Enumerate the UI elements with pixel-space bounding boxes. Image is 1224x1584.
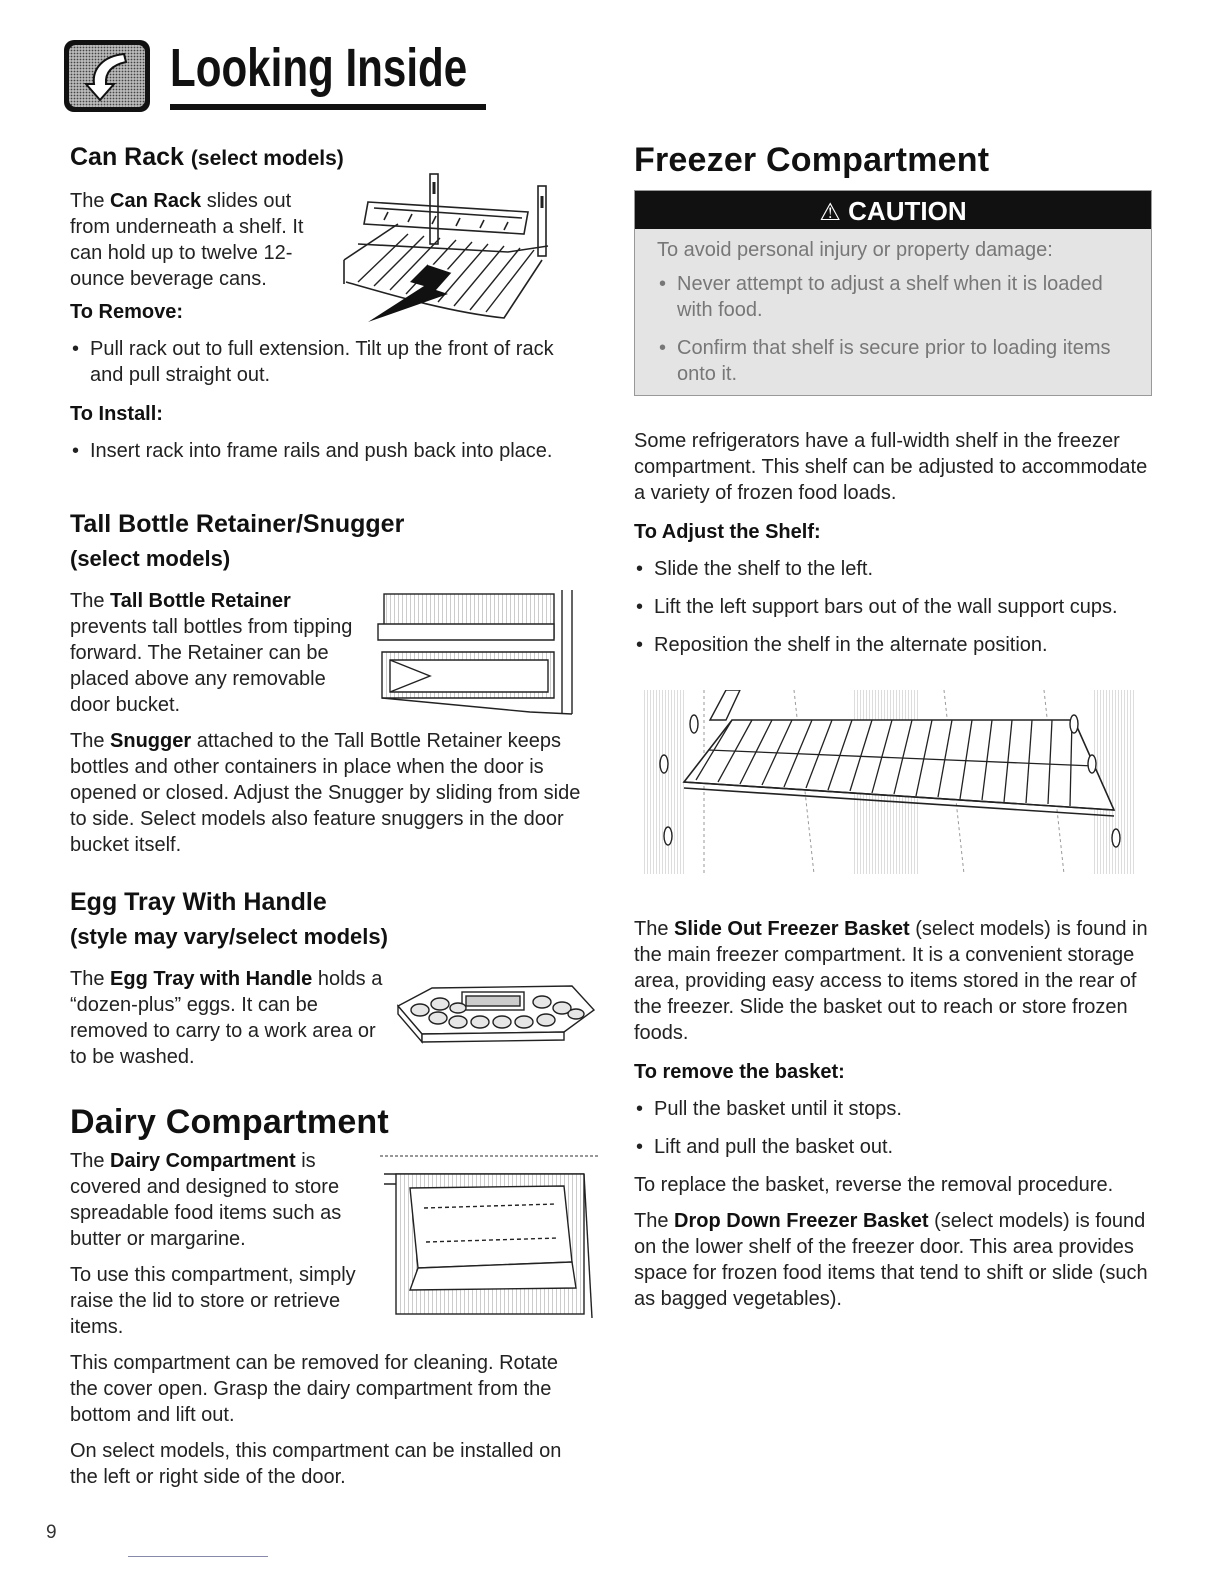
dairy-p3: This compartment can be removed for cleaning. Rotate the cover open. Grasp the dairy compartment from the bottom and lift out.: [70, 1352, 559, 1426]
egg-tray-subtitle: (style may vary/select models): [70, 924, 388, 949]
list-item: • Confirm that shelf is secure prior to loading items onto it.: [657, 335, 1131, 387]
tall-bottle-title: Tall Bottle Retainer/Snugger: [70, 510, 405, 538]
dairy-p1: The Dairy Compartment is covered and designed to store spreadable food items such as butter or margarine.: [70, 1150, 342, 1250]
can-rack-intro: The Can Rack slides out from underneath a shelf. It can hold up to twelve 12-ounce beverage cans.: [70, 190, 304, 290]
caution-body: [635, 229, 1151, 395]
tall-bottle-subtitle: (select models): [70, 546, 231, 571]
dairy-p4: On select models, this compartment can be installed on the left or right side of the door.: [70, 1440, 562, 1488]
freezer-section: [634, 136, 1154, 658]
list-item: • Slide the shelf to the left.: [634, 556, 1154, 582]
egg-tray-title: Egg Tray With Handle: [70, 888, 327, 916]
section-header: [64, 34, 494, 116]
warning-icon: ⚠: [819, 199, 841, 226]
can-rack-remove-steps: [70, 336, 590, 388]
list-item: • Reposition the shelf in the alternate position.: [634, 632, 1154, 658]
can-rack-illustration: [328, 172, 560, 332]
egg-tray-text: The Egg Tray with Handle holds a “dozen-plus” eggs. It can be removed to carry to a work area or to be washed.: [70, 968, 383, 1068]
dairy-p2: To use this compartment, simply raise the lid to store or retrieve items.: [70, 1264, 356, 1338]
freezer-title: Freezer Compartment: [634, 141, 990, 179]
caution-header: [635, 191, 1151, 229]
remove-basket-steps: [634, 1096, 1154, 1160]
can-rack-remove-heading: To Remove:: [70, 301, 183, 323]
caution-label: CAUTION: [848, 196, 967, 226]
caution-intro: To avoid personal injury or property damage:: [657, 239, 1053, 261]
tall-bottle-p1: The Tall Bottle Retainer prevents tall bottles from tipping forward. The Retainer can be placed above any removable door bucket.: [70, 590, 353, 716]
remove-basket-heading: To remove the basket:: [634, 1061, 845, 1083]
drop-down-basket-text: The Drop Down Freezer Basket (select models) is found on the lower shelf of the freezer door. This area provides space for frozen food items that tend to shift or slide (such as bagged vegetables).: [634, 1210, 1148, 1310]
list-item: • Pull rack out to full extension. Tilt up the front of rack and pull straight out.: [70, 336, 590, 388]
page-title: Looking Inside: [170, 38, 468, 98]
caution-list: [657, 271, 1131, 387]
dairy-title: Dairy Compartment: [70, 1103, 389, 1141]
caution-box: [634, 190, 1152, 396]
list-item: • Insert rack into frame rails and push back into place.: [70, 438, 590, 464]
list-item: • Lift and pull the basket out.: [634, 1134, 1154, 1160]
can-rack-title: Can Rack (select models): [70, 143, 344, 171]
tall-bottle-p2: The Snugger attached to the Tall Bottle Retainer keeps bottles and other containers in place when the door is opened or closed. Adjust the Snugger by sliding from side to side. Select models also feature snuggers in the door bucket itself.: [70, 730, 581, 856]
adjust-shelf-heading: To Adjust the Shelf:: [634, 521, 821, 543]
footer-rule: [128, 1556, 268, 1557]
list-item: • Never attempt to adjust a shelf when it is loaded with food.: [657, 271, 1131, 323]
egg-tray-illustration: [392, 980, 598, 1050]
list-item: • Pull the basket until it stops.: [634, 1096, 1154, 1122]
list-item: • Lift the left support bars out of the wall support cups.: [634, 594, 1154, 620]
tall-bottle-retainer-illustration: [370, 590, 580, 720]
dairy-compartment-illustration: [380, 1150, 600, 1322]
inside-view-icon: [64, 40, 150, 112]
replace-basket-text: To replace the basket, reverse the removal procedure.: [634, 1174, 1114, 1196]
can-rack-install-heading: To Install:: [70, 403, 163, 425]
adjust-shelf-steps: [634, 556, 1154, 658]
freezer-p1: Some refrigerators have a full-width shelf in the freezer compartment. This shelf can be adjusted to accommodate a variety of frozen food loads.: [634, 430, 1148, 504]
freezer-shelf-illustration: [644, 690, 1136, 874]
page-number: 9: [46, 1522, 57, 1543]
freezer-basket-section: [634, 916, 1154, 1312]
title-underline: [170, 104, 486, 110]
slide-out-basket-text: The Slide Out Freezer Basket (select models) is found in the main freezer compartment. It is a convenient storage area, providing easy access to items stored in the rear of the freezer. Slide the basket out to reach or store frozen foods.: [634, 918, 1148, 1044]
can-rack-install-steps: [70, 438, 590, 464]
